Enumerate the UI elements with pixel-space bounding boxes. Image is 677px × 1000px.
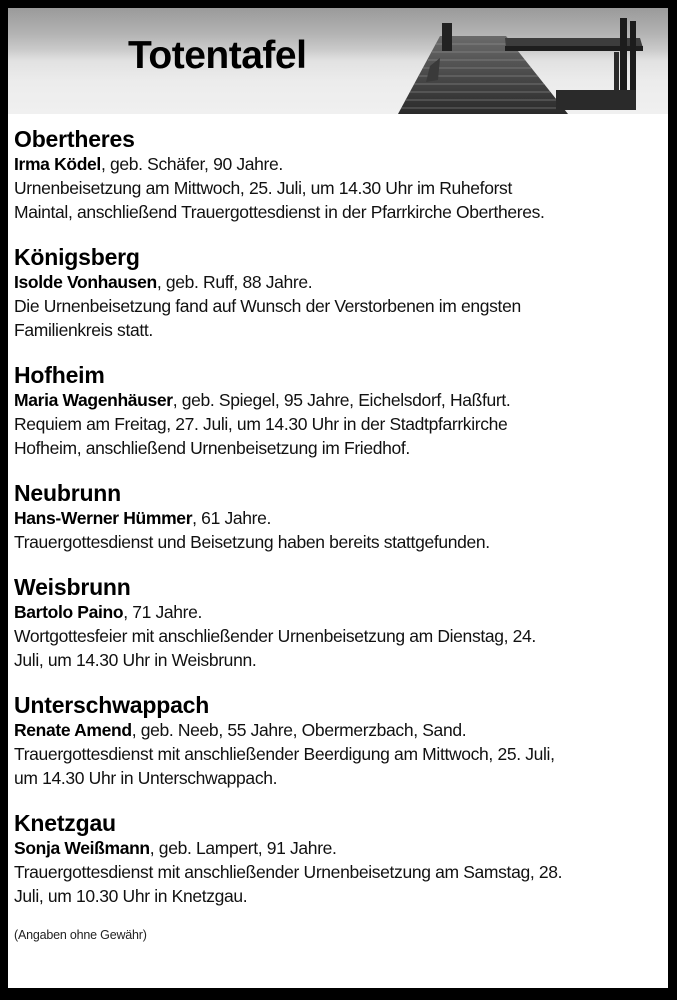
obituary-entry-koenigsberg [14, 244, 668, 342]
deceased-details: , geb. Lampert, 91 Jahre. [149, 838, 337, 858]
service-text: um 14.30 Uhr in Unterschwappach. [14, 768, 278, 788]
obituary-list [8, 114, 668, 942]
place-heading: Obertheres [14, 126, 135, 152]
deceased-details: , geb. Ruff, 88 Jahre. [156, 272, 313, 292]
obituary-entry-knetzgau [14, 810, 668, 908]
deceased-name: Renate Amend [14, 720, 132, 740]
page-title: Totentafel [128, 34, 307, 77]
deceased-name: Hans-Werner Hümmer [14, 508, 193, 528]
deceased-name: Maria Wagenhäuser [14, 390, 173, 410]
service-text: Trauergottesdienst mit anschließender Urnenbeisetzung am Samstag, 28. [14, 862, 563, 882]
service-text: Wortgottesfeier mit anschließender Urnenbeisetzung am Dienstag, 24. [14, 626, 536, 646]
deceased-details: , geb. Schäfer, 90 Jahre. [100, 154, 283, 174]
disclaimer: (Angaben ohne Gewähr) [14, 928, 147, 942]
deceased-name: Isolde Vonhausen [14, 272, 157, 292]
deceased-details: , geb. Spiegel, 95 Jahre, Eichelsdorf, Haßfurt. [172, 390, 511, 410]
service-text: Juli, um 14.30 Uhr in Weisbrunn. [14, 650, 257, 670]
service-text: Familienkreis statt. [14, 320, 153, 340]
service-text: Trauergottesdienst mit anschließender Beerdigung am Mittwoch, 25. Juli, [14, 744, 555, 764]
deceased-details: , 61 Jahre. [192, 508, 271, 528]
deceased-line [14, 506, 668, 530]
deceased-line [14, 600, 668, 624]
place-heading: Unterschwappach [14, 692, 210, 718]
service-text: Die Urnenbeisetzung fand auf Wunsch der Verstorbenen im engsten [14, 296, 521, 316]
service-text: Maintal, anschließend Trauergottesdienst in der Pfarrkirche Obertheres. [14, 202, 545, 222]
deceased-details: , geb. Neeb, 55 Jahre, Obermerzbach, Sand. [131, 720, 467, 740]
service-text: Urnenbeisetzung am Mittwoch, 25. Juli, um 14.30 Uhr im Ruheforst [14, 178, 512, 198]
deceased-line [14, 152, 668, 176]
obituary-entry-hofheim [14, 362, 668, 460]
place-heading: Neubrunn [14, 480, 121, 506]
place-heading: Königsberg [14, 244, 140, 270]
deceased-line [14, 718, 668, 742]
deceased-name: Irma Ködel [14, 154, 101, 174]
service-text: Requiem am Freitag, 27. Juli, um 14.30 Uhr in der Stadtpfarrkirche [14, 414, 508, 434]
deceased-name: Bartolo Paino [14, 602, 124, 622]
deceased-line [14, 388, 668, 412]
service-text: Juli, um 10.30 Uhr in Knetzgau. [14, 886, 248, 906]
deceased-line [14, 836, 668, 860]
obituary-notice [8, 8, 668, 988]
obituary-entry-unterschwappach [14, 692, 668, 790]
obituary-entry-obertheres [14, 126, 668, 224]
deceased-details: , 71 Jahre. [123, 602, 203, 622]
obituary-entry-neubrunn [14, 480, 668, 554]
service-text: Hofheim, anschließend Urnenbeisetzung im Friedhof. [14, 438, 410, 458]
service-text: Trauergottesdienst und Beisetzung haben bereits stattgefunden. [14, 532, 490, 552]
deceased-line [14, 270, 668, 294]
place-heading: Hofheim [14, 362, 105, 388]
jetty-photo [388, 8, 668, 114]
place-heading: Weisbrunn [14, 574, 131, 600]
obituary-entry-weisbrunn [14, 574, 668, 672]
place-heading: Knetzgau [14, 810, 116, 836]
deceased-name: Sonja Weißmann [14, 838, 150, 858]
header-banner [8, 8, 668, 114]
